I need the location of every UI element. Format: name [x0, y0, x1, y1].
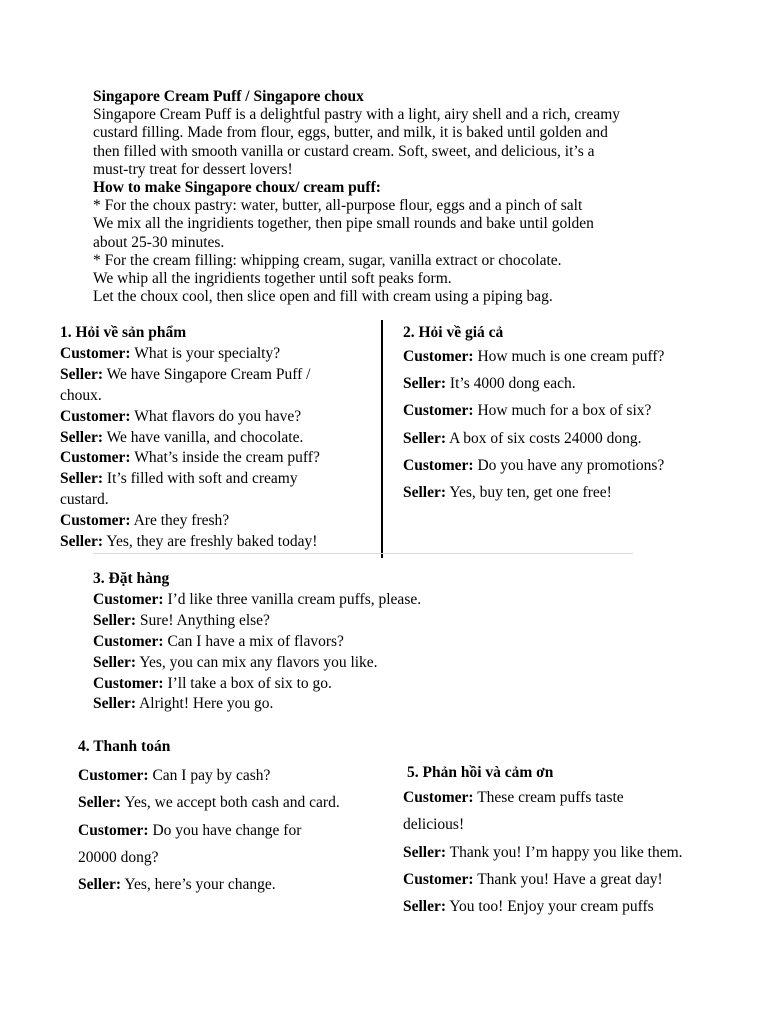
dialogue-line: Customer: Can I pay by cash? [78, 767, 271, 784]
dialogue-line: Customer: What flavors do you have? [60, 407, 302, 425]
dialogue-line: choux. [60, 386, 102, 404]
section-heading: 2. Hỏi về giá cả [403, 324, 504, 341]
section-heading: 3. Đặt hàng [93, 570, 170, 587]
desc-line: then filled with smooth vanilla or custard cream. Soft, sweet, and delicious, it’s a [93, 142, 595, 160]
dialogue-line: delicious! [403, 816, 465, 834]
howto-line: * For the choux pastry: water, butter, all-purpose flour, eggs and a pinch of salt [93, 197, 583, 215]
dialogue-line: Seller: Yes, we accept both cash and card. [78, 794, 340, 812]
document-title: Singapore Cream Puff / Singapore choux [93, 88, 364, 105]
section-feedback [403, 762, 743, 920]
dialogue-line: Seller: Yes, buy ten, get one free! [403, 484, 612, 502]
desc-line: custard filling. Made from flour, eggs, butter, and milk, it is baked until golden and [93, 124, 608, 142]
howto-line: Let the choux cool, then slice open and fill with cream using a piping bag. [93, 288, 553, 306]
dialogue-line: Customer: Thank you! Have a great day! [403, 870, 663, 888]
section-heading: 1. Hỏi về sản phẩm [60, 324, 187, 341]
dialogue-line: Customer: Do you have any promotions? [403, 456, 665, 474]
section-product-questions [60, 323, 370, 553]
section-price-questions [403, 323, 733, 506]
dialogue-line: Seller: Alright! Here you go. [93, 695, 274, 713]
section-heading: 5. Phản hồi và cảm ơn [407, 764, 554, 781]
dialogue-line: Seller: Yes, you can mix any flavors you like. [93, 653, 378, 671]
section-payment [78, 736, 378, 898]
dialogue-line: 20000 dong? [78, 848, 159, 866]
howto-line: about 25-30 minutes. [93, 233, 225, 251]
dialogue-line: Customer: How much for a box of six? [403, 402, 652, 420]
section-heading: 4. Thanh toán [78, 738, 171, 755]
section-separator [93, 553, 633, 554]
dialogue-line: Seller: We have vanilla, and chocolate. [60, 428, 304, 446]
dialogue-line: Customer: How much is one cream puff? [403, 348, 665, 365]
dialogue-line: Customer: I’d like three vanilla cream puffs, please. [93, 590, 422, 608]
column-divider [381, 320, 383, 558]
desc-line: must-try treat for dessert lovers! [93, 160, 293, 178]
dialogue-line: Customer: Do you have change for [78, 821, 302, 839]
dialogue-line: Seller: It’s filled with soft and creamy [60, 470, 298, 488]
howto-title: How to make Singapore choux/ cream puff: [93, 179, 381, 197]
howto-line: We whip all the ingridients together until soft peaks form. [93, 270, 452, 288]
section-ordering [93, 569, 593, 715]
dialogue-line: Seller: You too! Enjoy your cream puffs [403, 898, 654, 916]
dialogue-line: Seller: Thank you! I’m happy you like them. [403, 843, 683, 861]
dialogue-line: Customer: What’s inside the cream puff? [60, 449, 320, 467]
dialogue-line: Seller: Sure! Anything else? [93, 611, 270, 629]
dialogue-line: Customer: Are they fresh? [60, 512, 230, 530]
dialogue-line: custard. [60, 491, 109, 509]
dialogue-line: Seller: Yes, they are freshly baked today! [60, 533, 318, 551]
dialogue-line: Seller: It’s 4000 dong each. [403, 375, 576, 393]
dialogue-line: Seller: A box of six costs 24000 dong. [403, 429, 642, 447]
howto-line: We mix all the ingridients together, then pipe small rounds and bake until golden [93, 215, 594, 233]
dialogue-line: Customer: These cream puffs taste [403, 789, 624, 806]
howto-line: * For the cream filling: whipping cream, sugar, vanilla extract or chocolate. [93, 251, 562, 269]
dialogue-line: Seller: We have Singapore Cream Puff / [60, 365, 311, 383]
dialogue-line: Customer: What is your specialty? [60, 344, 281, 362]
intro-section [93, 88, 693, 306]
dialogue-line: Customer: I’ll take a box of six to go. [93, 674, 332, 692]
dialogue-line: Customer: Can I have a mix of flavors? [93, 632, 344, 650]
desc-line: Singapore Cream Puff is a delightful pastry with a light, airy shell and a rich, creamy [93, 106, 621, 124]
dialogue-line: Seller: Yes, here’s your change. [78, 876, 276, 894]
